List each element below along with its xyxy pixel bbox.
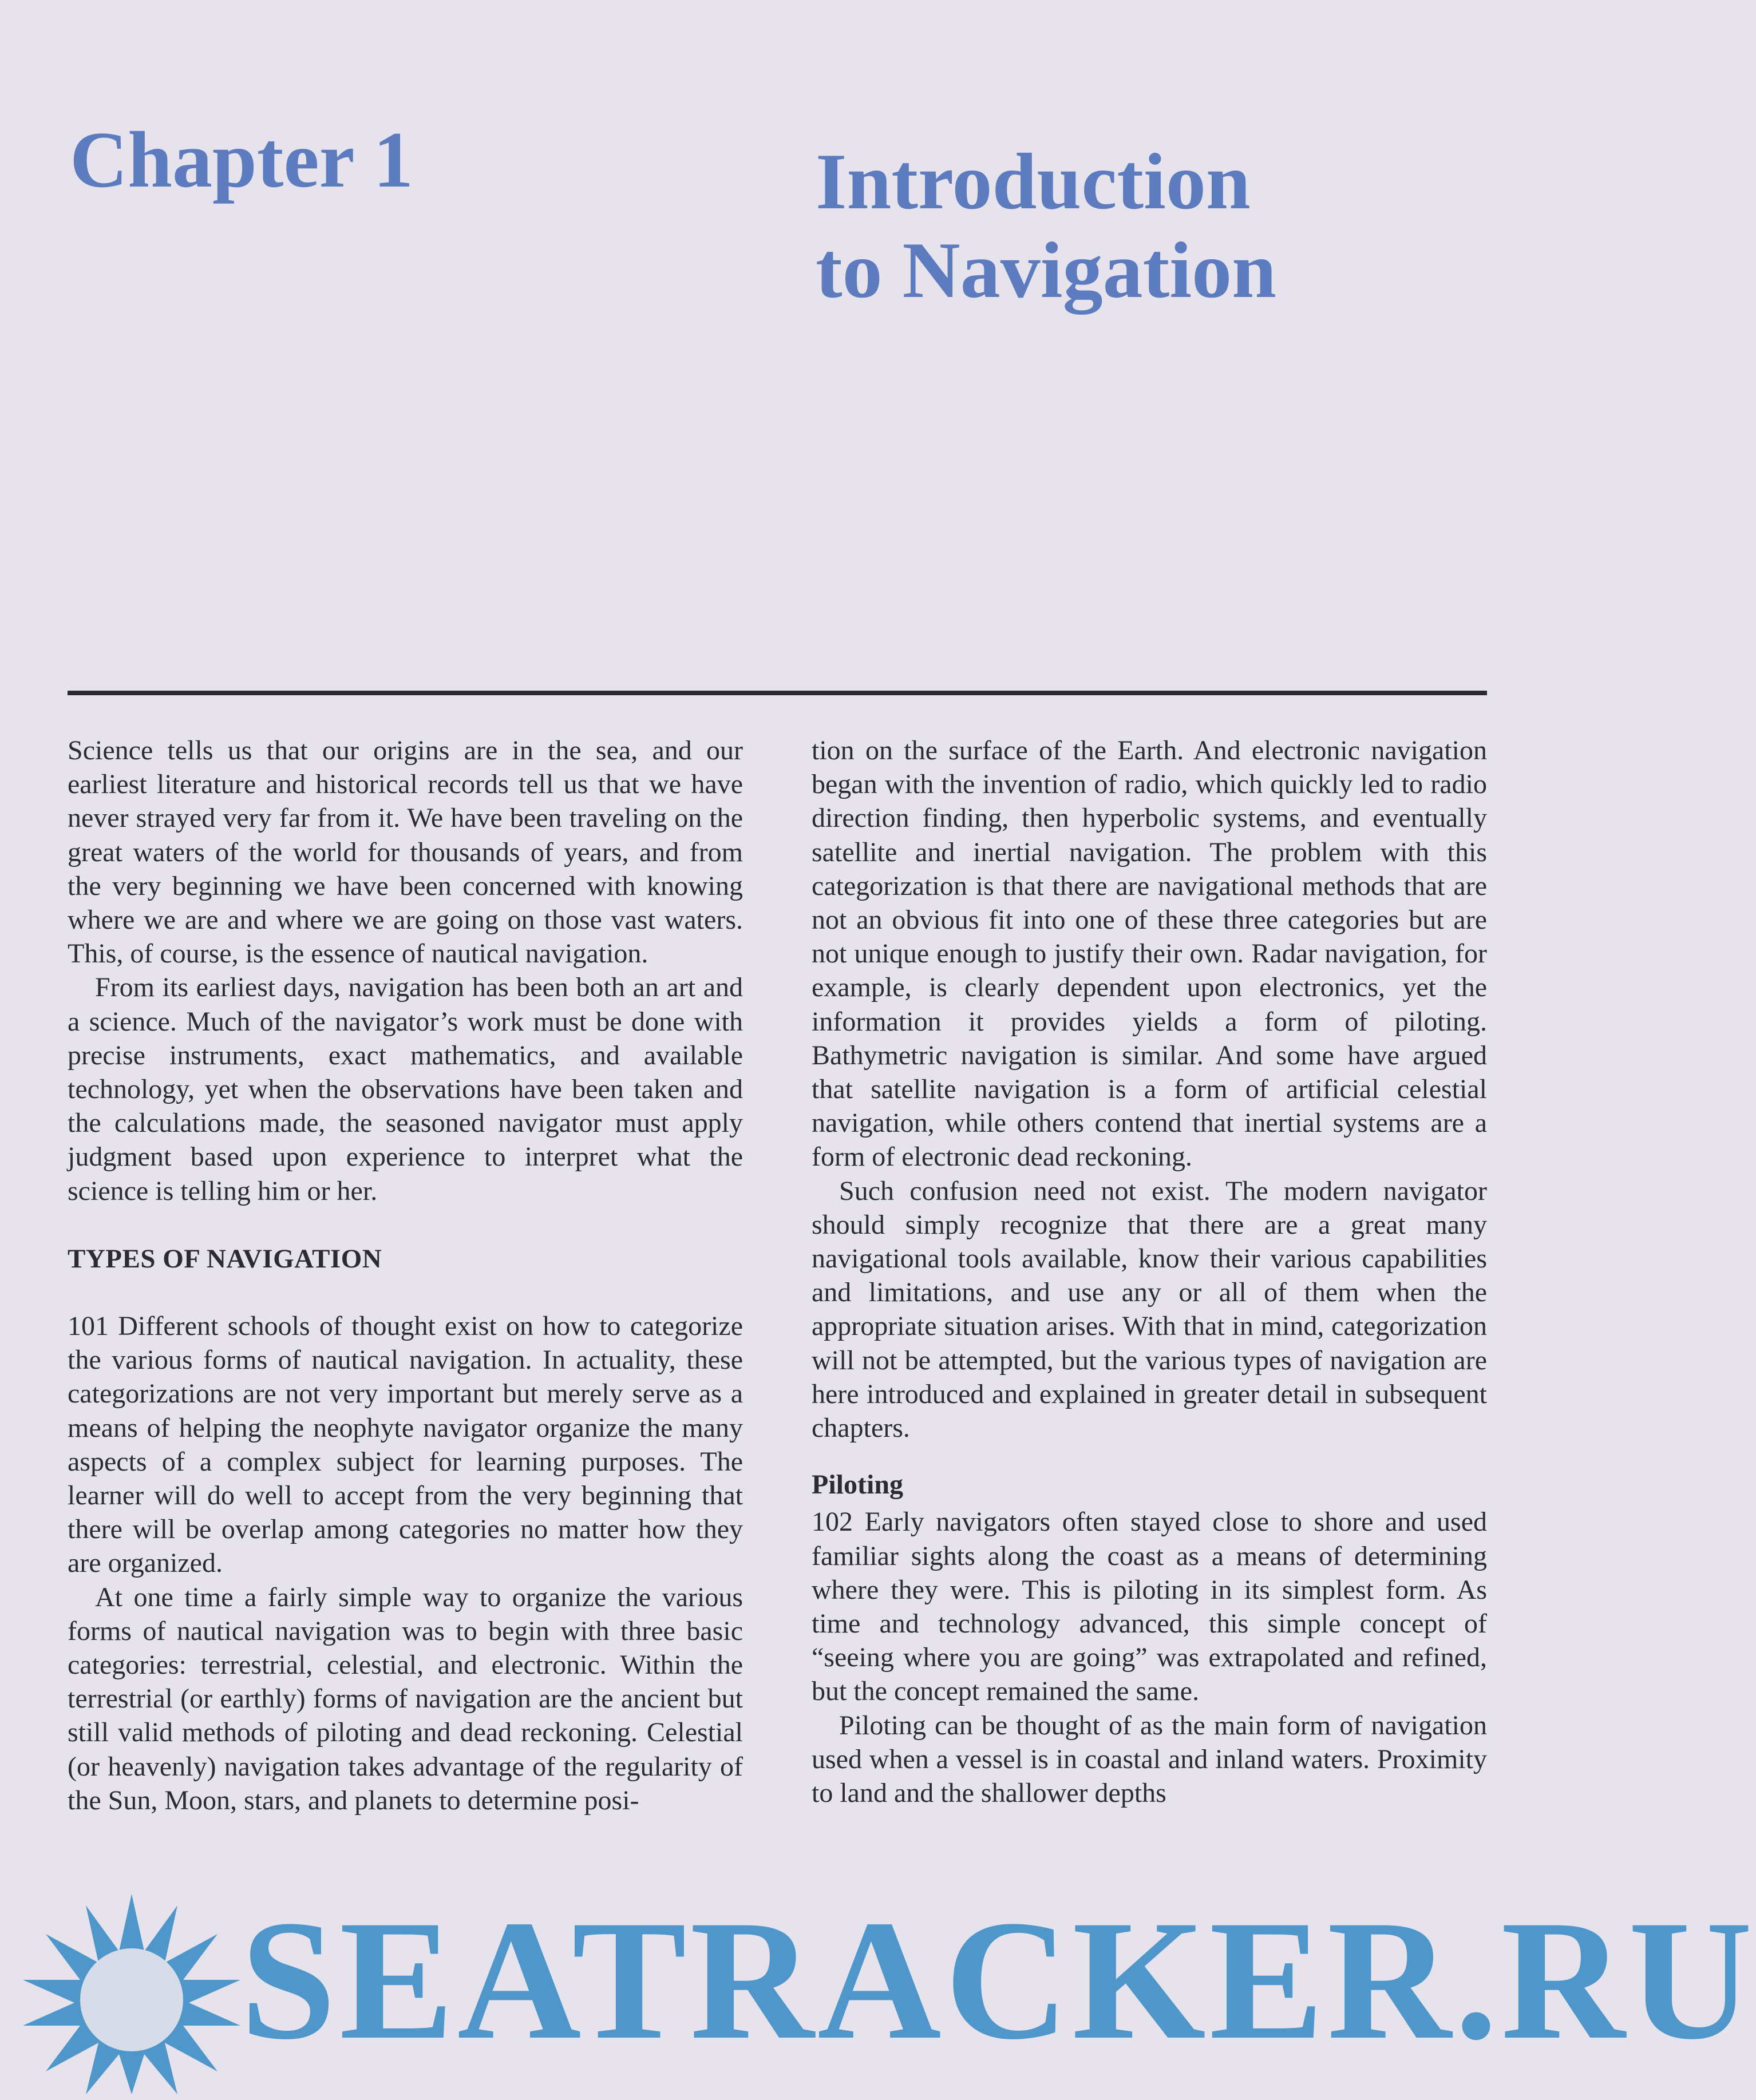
watermark-text: SEATRACKER.RU <box>240 1885 1756 2075</box>
watermark-star-icon <box>11 1883 252 2100</box>
body-paragraph: From its earliest days, navigation has been both an art and a science. Much of the navigator’s work must be done with precise instruments, exact mathematics, and available technology, yet when the observations have been taken and the calculations made, the seasoned navigator must apply judgment based upon experience to interpret what the science is telling him or her. <box>68 972 743 1206</box>
numbered-paragraph-102: 102 Early navigators often stayed close to shore and used familiar sights along the coast as a means of determining where they were. This is piloting in its simplest form. As time and technology advanced, this simple concept of “seeing where you are going” was extrapolated and refined, but the concept remained the same. <box>812 1507 1487 1707</box>
body-paragraph: At one time a fairly simple way to organize the various forms of nautical navigation was to begin with three basic categories: terrestrial, celestial, and electronic. Within the terrestrial (or earthly) forms of navigation are the ancient but still valid methods of piloting and dead reckoning. Celestial (or heavenly) navigation takes advantage of the regularity of the Sun, Moon, stars, and planets to determine posi- <box>68 1582 743 1816</box>
chapter-divider-rule <box>68 691 1487 695</box>
body-paragraph: Science tells us that our origins are in the sea, and our earliest literature and historical records tell us that we have never strayed very far from it. We have been traveling on the great waters of the world for thousands of years, and from the very beginning we have been concerned with knowing where we are and where we are going on those vast waters. This, of course, is the essence of nautical navigation. <box>68 735 743 969</box>
chapter-title-line-2: to Navigation <box>816 226 1276 315</box>
left-text-column <box>68 734 743 1817</box>
right-text-column <box>812 734 1487 1810</box>
numbered-paragraph-101: 101 Different schools of thought exist on how to categorize the various forms of nautical navigation. In actuality, these categorizations are not very important but merely serve as a means of helping the neophyte navigator organize the many aspects of a complex subject for learning purposes. The learner will do well to accept from the very beginning that there will be overlap among categories no matter how they are organized. <box>68 1311 743 1579</box>
chapter-title <box>816 137 1276 315</box>
chapter-label: Chapter 1 <box>70 116 414 204</box>
chapter-title-line-1: Introduction <box>816 137 1251 226</box>
section-heading: TYPES OF NAVIGATION <box>68 1243 382 1274</box>
body-paragraph: Such confusion need not exist. The modern navigator should simply recognize that there are a great many navigational tools available, know their various capabilities and limitations, and use any or all of them when the appropriate situation arises. With that in mind, categorization will not be attempted, but the various types of navigation are here introduced and explained in greater detail in subsequent chapters. <box>812 1175 1487 1444</box>
subsection-heading: Piloting <box>812 1469 904 1500</box>
body-paragraph: tion on the surface of the Earth. And electronic navigation began with the invention of radio, which quickly led to radio direction finding, then hyperbolic systems, and eventually satellite and inertial navigation. The problem with this categorization is that there are navigational methods that are not an obvious fit into one of these three categories but are not unique enough to justify their own. Radar navigation, for example, is clearly dependent upon electronics, yet the information it provides yields a form of piloting. Bathymetric navigation is similar. And some have argued that satellite navigation is a form of artificial celestial navigation, while others contend that inertial systems are a form of electronic dead reckoning. <box>812 735 1487 1172</box>
body-paragraph: Piloting can be thought of as the main form of navigation used when a vessel is in coastal and inland waters. Proximity to land and the shallower depths <box>812 1710 1487 1809</box>
